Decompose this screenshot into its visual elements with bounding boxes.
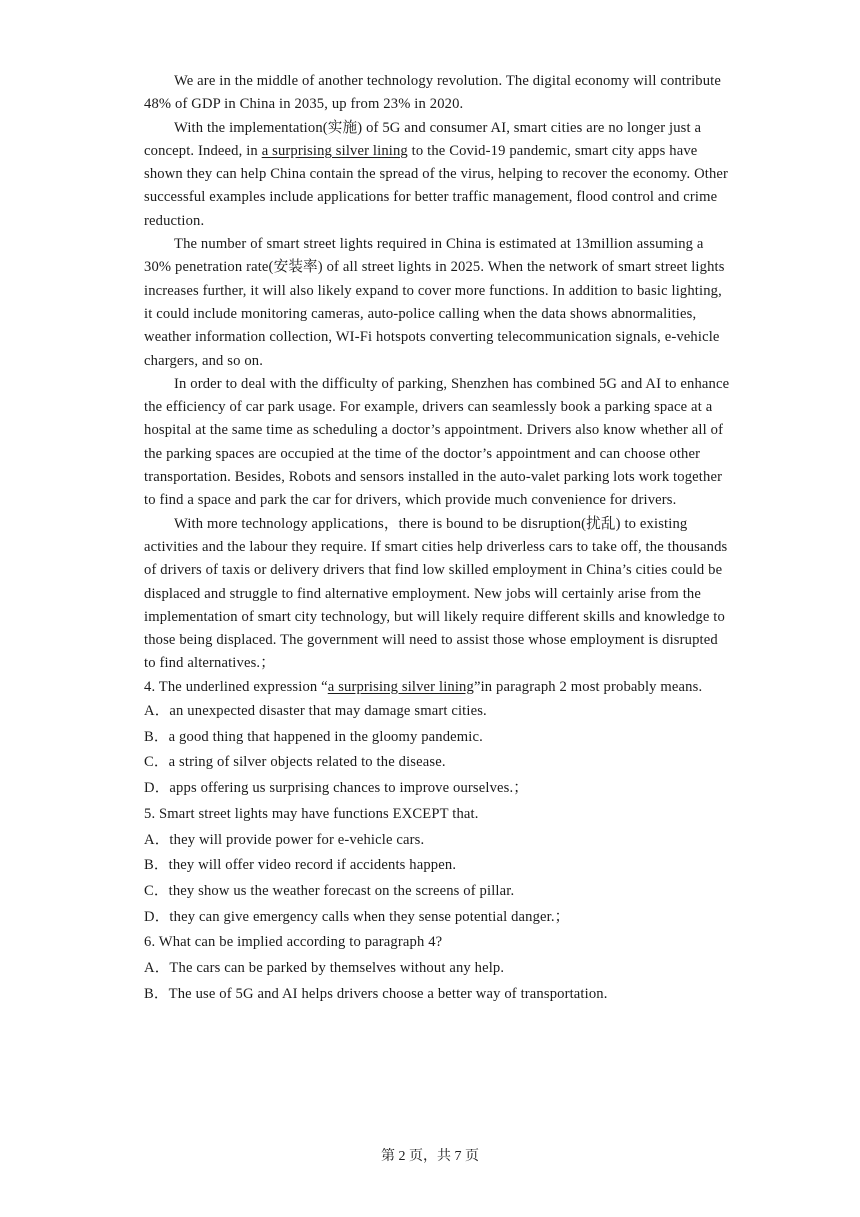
paragraph-5: With more technology applications，there is bound to be disruption(扰乱) to existing activities and the labour they require. If smart cities help driverless cars to take off, the thousands of drivers of taxis or delivery drivers that find low skilled employment in China’s cities could be displaced and struggle to find alternative employment. New jobs will certainly arise from the implementation of smart city technology, but will likely require different skills and knowledge to those being displaced. The government will need to assist those whose employment is disrupted to find alternatives.； bbox=[144, 515, 728, 672]
question-4-underlined-expression: a surprising silver lining bbox=[327, 678, 474, 695]
question-4-stem-before: 4. The underlined expression “ bbox=[144, 678, 328, 695]
question-5-stem: 5. Smart street lights may have functions EXCEPT that. bbox=[144, 805, 479, 822]
underlined-expression: a surprising silver lining bbox=[261, 142, 408, 159]
paragraph-4: In order to deal with the difficulty of parking, Shenzhen has combined 5G and AI to enhance the efficiency of car park usage. For example, drivers can seamlessly book a parking space at a hospital at the same time as scheduling a doctor’s appointment. Drivers also know whether all of the parking spaces are occupied at the time of the doctor’s appointment and can choose other transportation. Besides, Robots and sensors installed in the auto-valet parking lots work together to find a space and park the car for drivers, which provide much convenience for drivers. bbox=[144, 375, 730, 509]
question-5 bbox=[144, 802, 732, 931]
question-5-option-a: A．they will provide power for e-vehicle cars. bbox=[144, 831, 425, 848]
question-6-stem: 6. What can be implied according to paragraph 4? bbox=[144, 934, 443, 951]
question-5-option-d: D．they can give emergency calls when they sense potential danger.； bbox=[144, 908, 570, 925]
question-5-option-c: C．they show us the weather forecast on the screens of pillar. bbox=[144, 882, 515, 899]
reading-passage bbox=[144, 70, 732, 1007]
question-4-stem bbox=[144, 676, 732, 699]
question-4-stem-after: ”in paragraph 2 most probably means. bbox=[473, 678, 703, 695]
paragraph-2-text-before: With the implementation(实施) of 5G and consumer AI, smart cities are no longer just a concept. Indeed, in bbox=[144, 119, 702, 159]
question-4 bbox=[144, 676, 732, 802]
question-4-option-c: C．a string of silver objects related to the disease. bbox=[144, 754, 446, 771]
paragraph-2 bbox=[144, 117, 732, 233]
question-4-option-a: A．an unexpected disaster that may damage smart cities. bbox=[144, 703, 487, 720]
question-6-option-b: B．The use of 5G and AI helps drivers choose a better way of transportation. bbox=[144, 985, 608, 1002]
question-4-option-d: D．apps offering us surprising chances to improve ourselves.； bbox=[144, 780, 529, 797]
paragraph-1: We are in the middle of another technology revolution. The digital economy will contribute 48% of GDP in China in 2035, up from 23% in 2020. bbox=[144, 73, 722, 113]
page-number-footer: 第 2 页，共 7 页 bbox=[381, 1149, 479, 1164]
question-6-option-a: A．The cars can be parked by themselves without any help. bbox=[144, 960, 505, 977]
paragraph-3: The number of smart street lights required in China is estimated at 13million assuming a 30% penetration rate(安装率) of all street lights in 2025. When the network of smart street lights increases further, it will also likely expand to cover more functions. In addition to basic lighting, it could include monitoring cameras, auto-police calling when the data shows abnormalities, weather information collection, WI-Fi hotspots converting telecommunication signals, e-vehicle chargers, and so on. bbox=[144, 236, 725, 369]
question-4-option-b: B．a good thing that happened in the gloomy pandemic. bbox=[144, 728, 483, 745]
paragraph-2-text-after: to the Covid-19 pandemic, smart city apps have shown they can help China contain the spread of the virus, helping to recover the economy. Other successful examples include applications for better traffic management, flood control and crime reduction. bbox=[144, 142, 729, 229]
question-6 bbox=[144, 930, 732, 1007]
question-5-option-b: B．they will offer video record if accidents happen. bbox=[144, 857, 457, 874]
